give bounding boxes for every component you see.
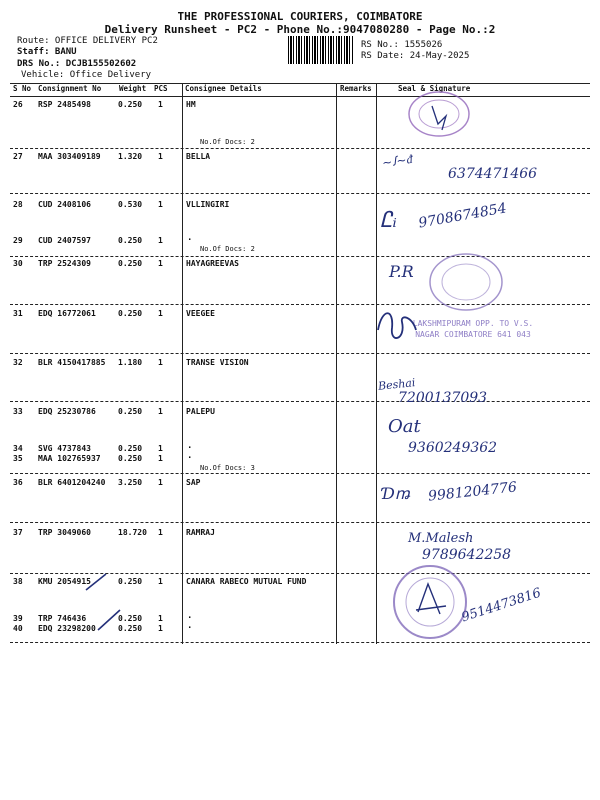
- row-consignee: RAMRAJ: [186, 528, 215, 537]
- handwritten-phone: 6374471466: [448, 166, 538, 182]
- row-pcs: 1: [158, 478, 163, 487]
- signature-scribble: Ɗꬺ: [382, 484, 410, 503]
- row-consignee: BELLA: [186, 152, 211, 161]
- handwritten-name: Oat: [388, 416, 421, 437]
- row-sno: 28: [13, 200, 23, 209]
- row-pcs: 1: [158, 200, 163, 209]
- row-weight: 0.250: [118, 259, 143, 268]
- row-consignee: SAP: [186, 478, 201, 487]
- handwritten-phone: 9981204776: [427, 479, 518, 505]
- header-bottom-border: [10, 96, 590, 97]
- company-title: THE PROFESSIONAL COURIERS, COIMBATORE: [177, 10, 423, 23]
- row-weight: 1.320: [118, 152, 143, 161]
- row-consignee: VLLINGIRI: [186, 200, 230, 209]
- row-consignee: CANARA RABECO MUTUAL FUND: [186, 577, 307, 586]
- row-consignment: KMU 2054915: [38, 577, 91, 586]
- row-weight: 0.250: [118, 309, 143, 318]
- rs-number: RS No.: 1555026: [361, 40, 443, 50]
- docs-note: No.Of Docs: 3: [200, 464, 255, 472]
- row-consignment: BLR 6401204240: [38, 478, 106, 487]
- handwritten-name: M.Malesh: [408, 531, 474, 546]
- rs-date: RS Date: 24-May-2025: [361, 51, 470, 61]
- row-sno: 39: [13, 614, 23, 623]
- handwritten-initials: P.R: [389, 262, 414, 281]
- row-pcs: 1: [158, 152, 163, 161]
- row-divider: [10, 193, 590, 194]
- row-sno: 40: [13, 624, 23, 633]
- row-weight: 0.250: [118, 577, 143, 586]
- row-consignee: TRANSE VISION: [186, 358, 249, 367]
- row-weight: 18.720: [118, 528, 147, 537]
- row-weight: 0.250: [118, 407, 143, 416]
- row-pcs: 1: [158, 577, 163, 586]
- row-consignment: MAA 303409189: [38, 152, 101, 161]
- row-sno: 27: [13, 152, 23, 161]
- row-consignee: .: [187, 233, 193, 243]
- row-consignment: MAA 102765937: [38, 454, 101, 463]
- row-sno: 37: [13, 528, 23, 537]
- pen-tick-mark-icon: [70, 570, 130, 640]
- handwritten-phone: 9360249362: [408, 440, 498, 456]
- col-header-remarks: Remarks: [340, 84, 372, 93]
- row-consignee: HAYAGREEVAS: [186, 259, 239, 268]
- row-sno: 33: [13, 407, 23, 416]
- row-weight: 0.250: [118, 614, 143, 623]
- row-weight: 0.530: [118, 200, 143, 209]
- row-pcs: 1: [158, 624, 163, 633]
- docs-note: No.Of Docs: 2: [200, 138, 255, 146]
- row-pcs: 1: [158, 444, 163, 453]
- handwritten-phone: 9708674854: [417, 200, 508, 232]
- seal-stamp-icon: [404, 90, 474, 142]
- row-sno: 29: [13, 236, 23, 245]
- row-consignee: PALEPU: [186, 407, 215, 416]
- handwritten-phone: 9789642258: [422, 547, 512, 563]
- column-divider: [376, 84, 377, 644]
- row-consignee: .: [187, 621, 193, 631]
- col-header-consignee: Consignee Details: [185, 84, 262, 93]
- row-pcs: 1: [158, 309, 163, 318]
- row-weight: 3.250: [118, 478, 143, 487]
- row-divider: [10, 148, 590, 149]
- row-sno: 26: [13, 100, 23, 109]
- row-divider: [10, 473, 590, 474]
- row-pcs: 1: [158, 614, 163, 623]
- row-consignee: VEEGEE: [186, 309, 215, 318]
- row-divider: [10, 401, 590, 402]
- row-sno: 38: [13, 577, 23, 586]
- row-sno: 30: [13, 259, 23, 268]
- handwritten-phone: 7200137093: [398, 390, 488, 406]
- col-header-pcs: PCS: [154, 84, 168, 93]
- signature-scribble-icon: [372, 300, 422, 350]
- signature-scribble: ~ꭍ~ᵭ: [381, 151, 414, 171]
- row-weight: 1.180: [118, 358, 143, 367]
- col-header-seal: Seal & Signature: [398, 84, 471, 93]
- row-pcs: 1: [158, 236, 163, 245]
- row-pcs: 1: [158, 528, 163, 537]
- row-consignee: .: [187, 451, 193, 461]
- row-weight: 0.250: [118, 236, 143, 245]
- row-sno: 31: [13, 309, 23, 318]
- drs-number: DRS No.: DCJB155502602: [17, 59, 137, 69]
- row-consignee: .: [187, 611, 193, 621]
- row-consignment: BLR 4150417885: [38, 358, 106, 367]
- row-weight: 0.250: [118, 444, 143, 453]
- vehicle-label: Vehicle: Office Delivery: [21, 70, 152, 80]
- row-divider: [10, 353, 590, 354]
- seal-stamp-icon: [426, 250, 506, 314]
- row-weight: 0.250: [118, 454, 143, 463]
- row-sno: 35: [13, 454, 23, 463]
- signature-scribble: Ꮭᵢ: [380, 208, 397, 233]
- column-divider: [336, 84, 337, 644]
- row-pcs: 1: [158, 259, 163, 268]
- route-label: Route: OFFICE DELIVERY PC2: [17, 36, 158, 46]
- row-divider: [10, 522, 590, 523]
- row-sno: 36: [13, 478, 23, 487]
- row-consignment: SVG 4737843: [38, 444, 91, 453]
- col-header-sno: S No: [13, 84, 32, 93]
- row-pcs: 1: [158, 100, 163, 109]
- col-header-consignment: Consignment No: [38, 84, 102, 93]
- table-bottom-border: [10, 642, 590, 643]
- stamp-text: LAKSHMIPURAM OPP. TO V.S. NAGAR COIMBATORE 641 043: [412, 319, 534, 339]
- row-weight: 0.250: [118, 624, 143, 633]
- column-divider: [182, 84, 183, 644]
- row-consignment: CUD 2407597: [38, 236, 91, 245]
- runsheet-subtitle: Delivery Runsheet - PC2 - Phone No.:9047080280 - Page No.:2: [104, 23, 496, 36]
- row-sno: 34: [13, 444, 23, 453]
- row-consignment: EDQ 23298200: [38, 624, 96, 633]
- handwritten-phone: 9514473816: [459, 585, 544, 626]
- row-consignment: EDQ 25230786: [38, 407, 96, 416]
- col-header-weight: Weight: [119, 84, 147, 93]
- staff-label: Staff: BANU: [17, 47, 77, 57]
- row-consignee: .: [187, 441, 193, 451]
- row-consignment: TRP 2524309: [38, 259, 91, 268]
- row-pcs: 1: [158, 454, 163, 463]
- row-consignment: TRP 746436: [38, 614, 87, 623]
- row-consignment: TRP 3049060: [38, 528, 91, 537]
- row-consignment: EDQ 16772061: [38, 309, 96, 318]
- barcode-image: [288, 36, 354, 64]
- row-consignee: HM: [186, 100, 196, 109]
- row-weight: 0.250: [118, 100, 143, 109]
- handwritten-name: Beshai: [377, 376, 416, 393]
- row-pcs: 1: [158, 407, 163, 416]
- row-sno: 32: [13, 358, 23, 367]
- seal-stamp-icon: [388, 562, 472, 642]
- row-consignment: CUD 2408106: [38, 200, 91, 209]
- row-consignment: RSP 2485498: [38, 100, 91, 109]
- row-pcs: 1: [158, 358, 163, 367]
- docs-note: No.Of Docs: 2: [200, 245, 255, 253]
